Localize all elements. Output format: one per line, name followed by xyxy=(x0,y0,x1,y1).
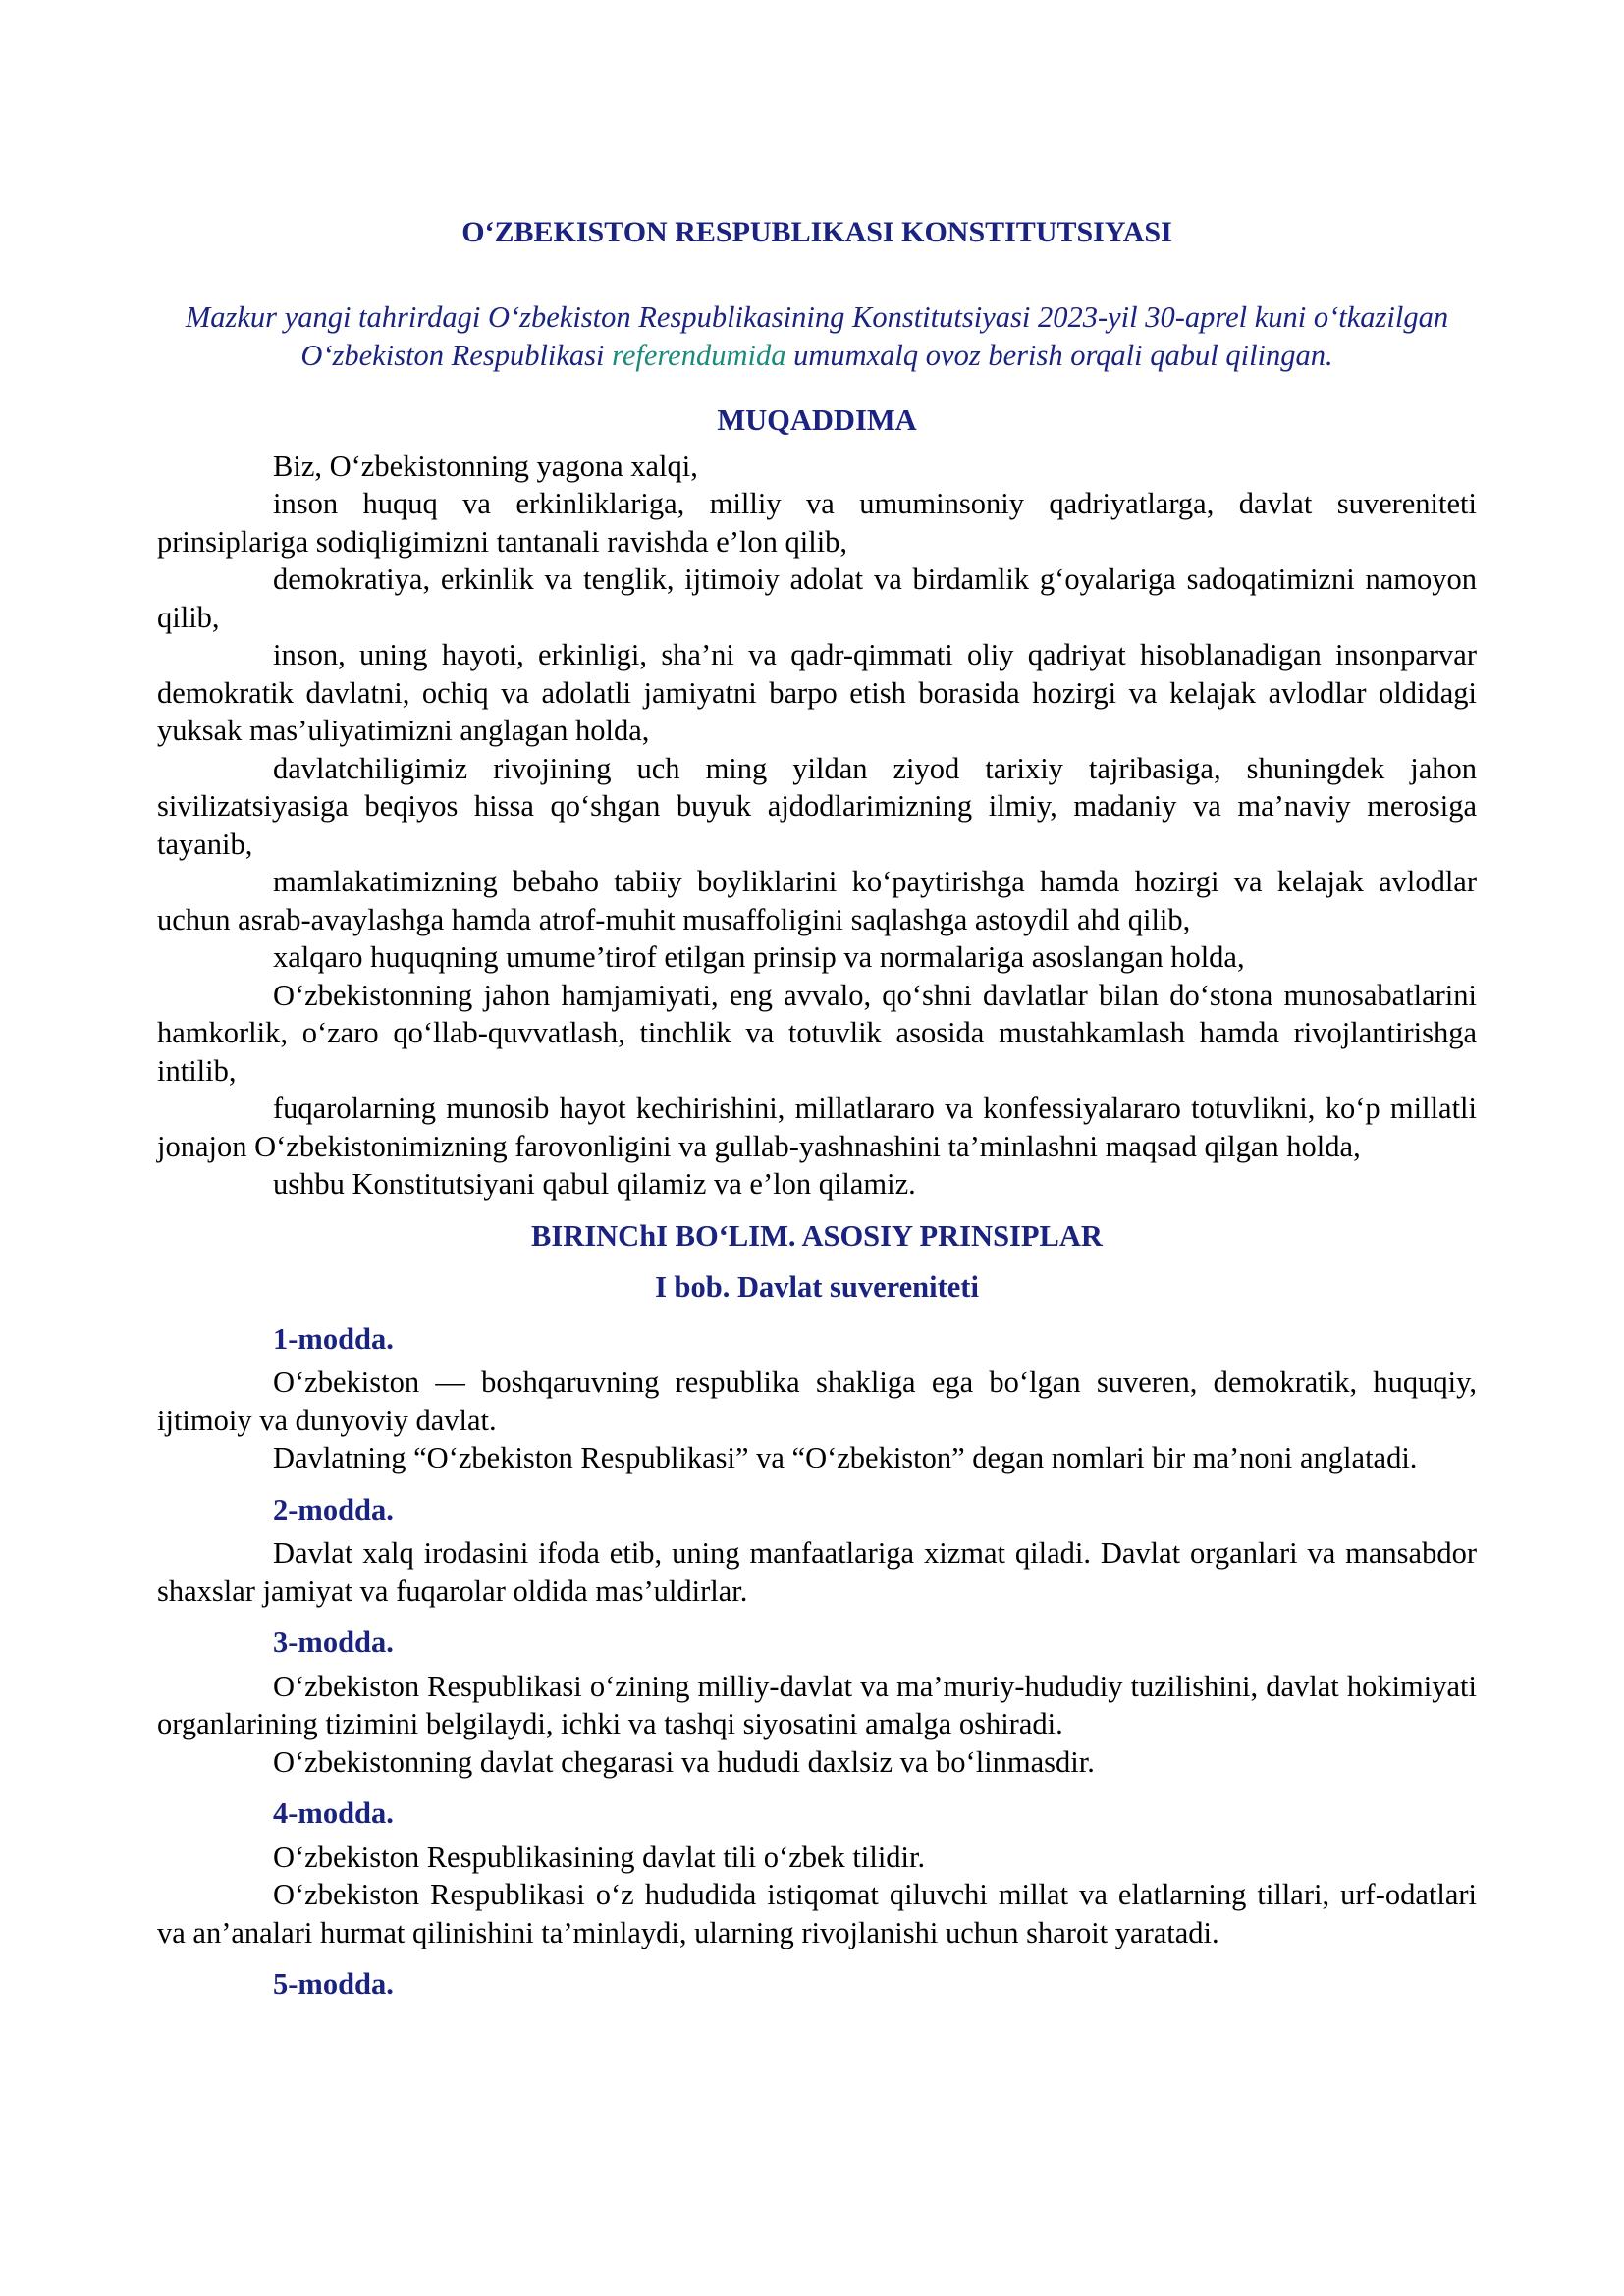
article-5-title: 5-modda. xyxy=(273,1967,394,2001)
preamble-heading: MUQADDIMA xyxy=(717,403,917,437)
article-paragraph: O‘zbekiston Respublikasi o‘zining milliy-davlat va ma’muriy-hududiy tuzilishini, davlat hokimiyati organlarining tizimini belgilaydi, ichki va tashqi siyosatini amalga oshiradi. xyxy=(157,1669,1477,1740)
article-paragraph: O‘zbekiston Respublikasining davlat tili o‘zbek tilidir. xyxy=(273,1840,926,1874)
preamble-paragraph: mamlakatimizning bebaho tabiiy boyliklarini ko‘paytirishga hamda hozirgi va kelajak avlodlar uchun asrab-avaylashga hamda atrof-muhit musaffoligini saqlashga astoydil ahd qilib, xyxy=(157,865,1477,936)
preamble-paragraph: inson huquq va erkinliklariga, milliy va umuminsoniy qadriyatlarga, davlat suvereniteti prinsiplariga sodiqligimizni tantanali ravishda e’lon qilib, xyxy=(157,487,1477,559)
section-heading: BIRINChI BO‘LIM. ASOSIY PRINSIPLAR xyxy=(531,1218,1103,1253)
document-page xyxy=(157,214,1477,2009)
preamble-paragraph: O‘zbekistonning jahon hamjamiyati, eng avvalo, qo‘shni davlatlar bilan do‘stona munosabatlarini hamkorlik, o‘zaro qo‘llab-quvvatlash, tinchlik va totuvlik asosida mustahkamlash hamda rivojlantirishga intilib, xyxy=(157,978,1477,1088)
preamble-paragraph: ushbu Konstitutsiyani qabul qilamiz va e’lon qilamiz. xyxy=(273,1167,916,1201)
preamble-paragraph: davlatchiligimiz rivojining uch ming yildan ziyod tarixiy tajribasiga, shuningdek jahon sivilizatsiyasiga beqiyos hissa qo‘shgan buyuk ajdodlarimizning ilmiy, madaniy va ma’naviy merosiga tayanib, xyxy=(157,751,1477,861)
article-paragraph: O‘zbekistonning davlat chegarasi va hududi daxlsiz va bo‘linmasdir. xyxy=(273,1744,1095,1779)
article-1-title: 1-modda. xyxy=(273,1321,394,1356)
preamble-paragraph: fuqarolarning munosib hayot kechirishini, millatlararo va konfessiyalararo totuvlikni, ko‘p millatli jonajon O‘zbekistonimizning farovonligini va gullab-yashnashini ta’minlashni maqsad qilgan holda, xyxy=(157,1092,1477,1163)
article-paragraph: Davlat xalq irodasini ifoda etib, uning manfaatlariga xizmat qiladi. Davlat organlari va mansabdor shaxslar jamiyat va fuqarolar oldida mas’uldirlar. xyxy=(157,1536,1477,1608)
article-paragraph: Davlatning “O‘zbekiston Respublikasi” va “O‘zbekiston” degan nomlari bir ma’noni anglatadi. xyxy=(273,1441,1418,1474)
article-paragraph: O‘zbekiston Respublikasi o‘z hududida istiqomat qiluvchi millat va elatlarning tillari, urf-odatlari va an’analari hurmat qilinishini ta’minlaydi, ularning rivojlanishi uchun sharoit yaratadi. xyxy=(157,1878,1477,1949)
preamble-paragraph: inson, uning hayoti, erkinligi, sha’ni va qadr-qimmati oliy qadriyat hisoblanadigan insonparvar demokratik davlatni, ochiq va adolatli jamiyatni barpo etish borasida hozirgi va kelajak avlodlar oldidagi yuksak mas’uliyatimizni anglagan holda, xyxy=(157,638,1477,747)
subtitle-text-end: umumxalq ovoz berish orqali qabul qilingan. xyxy=(785,338,1333,372)
article-2-title: 2-modda. xyxy=(273,1492,394,1526)
article-4-title: 4-modda. xyxy=(273,1796,394,1830)
preamble-paragraph: demokratiya, erkinlik va tenglik, ijtimoiy adolat va birdamlik g‘oyalariga sadoqatimizni namoyon qilib, xyxy=(157,562,1477,634)
article-paragraph: O‘zbekiston — boshqaruvning respublika shakliga ega bo‘lgan suveren, demokratik, huquqiy, ijtimoiy va dunyoviy davlat. xyxy=(157,1365,1477,1437)
preamble-paragraph: xalqaro huquqning umume’tirof etilgan prinsip va normalariga asoslangan holda, xyxy=(273,940,1245,974)
document-subtitle xyxy=(157,298,1477,374)
document-title: O‘ZBEKISTON RESPUBLIKASI KONSTITUTSIYASI xyxy=(461,216,1172,248)
subtitle-text-start: Mazkur yangi tahrirdagi O‘zbekiston Respublikasining Konstitutsiyasi 2023-yil 30-aprel kuni o‘tkazilgan O‘zbekiston Respublikasi xyxy=(185,300,1449,372)
preamble-paragraph: Biz, O‘zbekistonning yagona xalqi, xyxy=(273,449,698,483)
chapter-heading: I bob. Davlat suvereniteti xyxy=(655,1270,979,1304)
article-3-title: 3-modda. xyxy=(273,1626,394,1659)
referendum-link[interactable]: referendumida xyxy=(612,338,786,372)
